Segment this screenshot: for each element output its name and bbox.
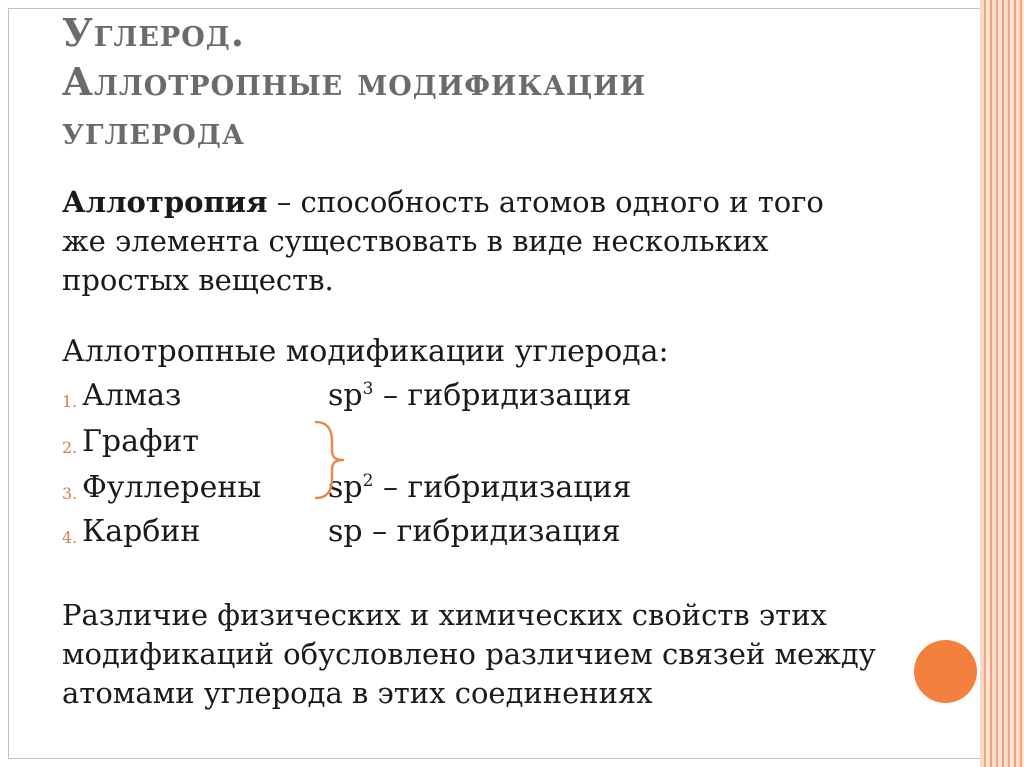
list-item-number: 1. [62,392,78,411]
hybridization-type: sp [328,470,363,505]
hybridization-superscript: 3 [362,379,374,399]
hybridization-type: sp [328,378,363,413]
list-item-name: Графит [82,424,200,459]
title-line-2: Аллотропные модификации [62,59,647,104]
hybridization [328,376,631,416]
list-item [62,468,862,508]
list-item [62,512,862,552]
conclusion-paragraph: Различие физических и химических свойств этих модификаций обусловлено различием связей между атомами углерода в этих соединениях [62,598,876,710]
list-item-name: Карбин [82,514,201,549]
hybridization [328,468,631,508]
definition-text: – способность атомов одного и того же элемента существовать в виде нескольких простых веществ. [62,185,824,297]
list-item-number: 2. [62,438,78,457]
list-item [62,422,862,462]
list-item-name: Фуллерены [82,470,262,505]
definition-paragraph [62,183,872,300]
list-item-number: 3. [62,484,78,503]
hybridization-label: – гибридизация [362,514,621,549]
curly-brace-icon [310,420,350,500]
decorative-stripes [980,0,1024,767]
definition-term: Аллотропия [62,185,268,219]
list-item-number: 4. [62,528,78,547]
list-heading: Аллотропные модификации углерода: [62,334,669,369]
decorative-circle [914,640,977,703]
title-line-1: Углерод. [62,10,245,55]
hybridization-type: sp [328,514,363,549]
hybridization-label: – гибридизация [373,470,632,505]
hybridization-superscript: 2 [362,471,374,491]
hybridization-label: – гибридизация [373,378,632,413]
title-line-3: углерода [62,108,245,153]
list-item [62,376,862,416]
slide-title [62,8,822,155]
list-item-name: Алмаз [82,378,182,413]
hybridization [328,512,621,552]
